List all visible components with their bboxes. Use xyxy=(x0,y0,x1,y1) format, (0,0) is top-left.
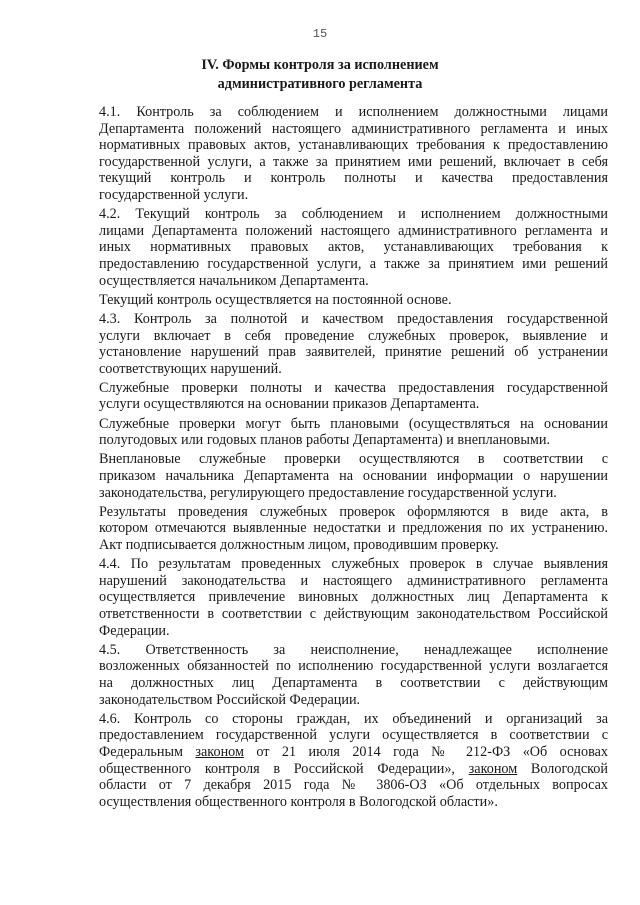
text-line: установление нарушений прав заявителей, принятие решений об устранении xyxy=(99,344,608,361)
text-line: услуги осуществляются на основании приказов Департамента. xyxy=(99,396,480,413)
text-line: 4.5. Ответственность за неисполнение, ненадлежащее исполнение xyxy=(99,641,608,658)
text-line: Федерации. xyxy=(99,622,170,639)
document-body xyxy=(74,104,608,810)
paragraph-inspections-basis xyxy=(74,380,608,413)
text-line: государственной услуги. xyxy=(99,186,249,203)
text-segment: общественного контроля в Российской Федерации», xyxy=(99,760,469,777)
text-line: текущий контроль и контроль полноты и качества предоставления xyxy=(99,170,608,187)
text-line: 4.3. Контроль за полнотой и качеством предоставления государственной xyxy=(99,310,608,327)
text-line: области от 7 декабря 2015 года № 3806-ОЗ «Об отдельных вопросах xyxy=(99,777,608,794)
text-line: законодательством Российской Федерации. xyxy=(99,691,361,708)
paragraph-inspections-types xyxy=(74,416,608,449)
text-line: приказом начальника Департамента на основании информации о нарушении xyxy=(99,468,608,485)
paragraph-unscheduled-inspections xyxy=(74,451,608,501)
text-line: осуществляется начальником Департамента. xyxy=(99,272,369,289)
paragraph-4-2 xyxy=(74,206,608,289)
text-line: Внеплановые служебные проверки осуществляются в соответствии с xyxy=(99,451,608,468)
section-heading xyxy=(0,56,640,94)
text-line: услуги включает в себя проведение служебных проверок, выявление и xyxy=(99,327,608,344)
paragraph-current-control xyxy=(74,292,608,309)
text-line: 4.4. По результатам проведенных служебных проверок в случае выявления xyxy=(99,556,608,573)
heading-line: IV. Формы контроля за исполнением xyxy=(201,57,439,73)
text-segment: Вологодской xyxy=(517,760,608,777)
text-line: осуществления общественного контроля в Вологодской области». xyxy=(99,793,498,810)
text-line: нарушений законодательства и настоящего административного регламента xyxy=(99,572,608,589)
text-line xyxy=(74,744,608,761)
text-line: полугодовых или годовых планов работы Департамента) и внеплановыми. xyxy=(99,432,551,449)
text-line: 4.2. Текущий контроль за соблюдением и исполнением должностными xyxy=(99,206,608,223)
text-line: котором отмечаются выявленные недостатки и предложения по их устранению. xyxy=(99,520,608,537)
federal-law-link[interactable]: законом xyxy=(195,743,244,760)
paragraph-4-5 xyxy=(74,642,608,708)
text-line: государственной услуги, а также за принятием ими решений, включает в себя xyxy=(99,153,608,170)
text-line: Департамента положений настоящего административного регламента и иных xyxy=(99,120,608,137)
text-line: на должностных лиц Департамента в соответствии с действующим xyxy=(99,674,608,691)
paragraph-inspection-results xyxy=(74,504,608,554)
text-line: ответственности в соответствии с действующим законодательством Российской xyxy=(99,605,608,622)
regional-law-link[interactable]: законом xyxy=(468,760,518,777)
text-line: 4.6. Контроль со стороны граждан, их объединений и организаций за xyxy=(99,710,608,727)
text-line xyxy=(74,761,608,778)
text-line: иных нормативных правовых актов, устанавливающих требования к xyxy=(99,239,608,256)
text-segment: Федеральным xyxy=(99,743,196,760)
text-line: Текущий контроль осуществляется на постоянной основе. xyxy=(99,291,452,308)
text-line: Результаты проведения служебных проверок оформляются в виде акта, в xyxy=(99,503,608,520)
paragraph-4-4 xyxy=(74,556,608,639)
text-line: лицами Департамента положений настоящего административного регламента и xyxy=(99,222,608,239)
text-line: Акт подписывается должностным лицом, проводившим проверку. xyxy=(99,537,499,553)
text-line: Служебные проверки могут быть плановыми (осуществляться на основании xyxy=(99,415,608,432)
text-line: предоставлению государственной услуги, а также за принятием ими решений xyxy=(99,255,608,272)
paragraph-4-3 xyxy=(74,311,608,377)
text-line: законодательства, регулирующего предоставление государственной услуги. xyxy=(99,484,557,501)
text-line: нормативных правовых актов, устанавливающих требования к предоставлению xyxy=(99,137,608,154)
paragraph-4-6 xyxy=(74,711,608,811)
text-line: предоставлением государственной услуги осуществляется в соответствии с xyxy=(99,727,608,744)
text-line: Служебные проверки полноты и качества предоставления государственной xyxy=(99,379,608,396)
page-number: 15 xyxy=(312,27,328,41)
paragraph-4-1 xyxy=(74,104,608,204)
text-line: осуществляется привлечение виновных должностных лиц Департамента к xyxy=(99,589,608,606)
text-segment: от 21 июля 2014 года № 212-ФЗ «Об основах xyxy=(243,743,608,760)
heading-line: административного регламента xyxy=(217,76,423,92)
text-line: 4.1. Контроль за соблюдением и исполнением должностными лицами xyxy=(99,104,608,120)
text-line: соответствующих нарушений. xyxy=(99,360,282,377)
text-line: возложенных обязанностей по исполнению государственной услуги возлагается xyxy=(99,658,608,675)
